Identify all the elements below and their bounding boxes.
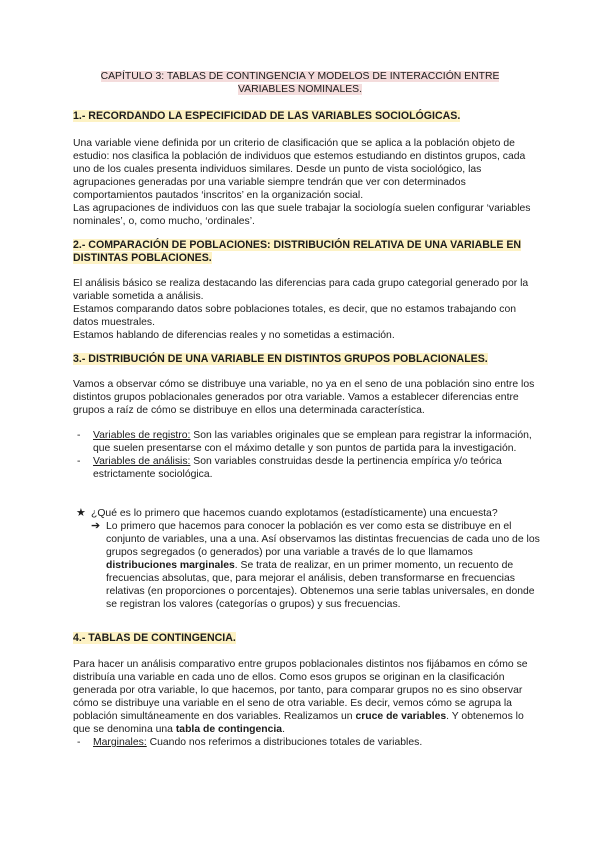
section-1-body — [73, 137, 543, 228]
section-4-heading — [73, 632, 543, 645]
question-text: ¿Qué es lo primero que hacemos cuando explotamos (estadísticamente) una encuesta? — [91, 508, 498, 519]
arrow-right-icon: ➔ — [91, 520, 101, 532]
section-1-paragraph-1: Una variable viene definida por un criterio de clasificación que se aplica a la población objeto de estudio: nos clasifica la población de individuos que estemos estudiando en distintos grupos, cada uno de los cuales presenta individuos similares. Desde un punto de vista sociológico, las agrupaciones generadas por una variable siempre tendrán que ver con determinados comportamientos pautados ‘inscritos’ en la organización social. — [73, 138, 526, 201]
chapter-title-line1: CAPÍTULO 3: TABLAS DE CONTINGENCIA Y MODELOS DE INTERACCIÓN ENTRE — [100, 71, 500, 82]
section-4-bold-2: tabla de contingencia — [175, 724, 283, 735]
section-2-paragraph-2: Estamos comparando datos sobre poblaciones totales, es decir, que no estamos trabajando con datos muestrales. — [73, 304, 517, 328]
section-4-paragraph-1 — [73, 658, 543, 736]
section-4-text-b: . Y obtenemos lo que se denomina una — [73, 711, 524, 735]
section-2-heading — [73, 239, 543, 265]
answer-text-a: Lo primero que hacemos para conocer la población es ver como esta se distribuye en el conjunto de variables, una a una. Así observamos las distintas frecuencias de cada uno de los grupos segregados (o generados) por una variable a través de lo que llamamos — [106, 521, 540, 558]
list-dash: - — [77, 737, 81, 748]
section-1-heading-text: 1.- RECORDANDO LA ESPECIFICIDAD DE LAS VARIABLES SOCIOLÓGICAS. — [73, 110, 461, 122]
list-text: Son variables construidas desde la pertinencia empírica y/o teórica estrictamente sociológica. — [93, 456, 502, 480]
list-item — [73, 736, 543, 749]
section-4-text-c: . — [282, 724, 285, 735]
list-term: Variables de análisis: — [93, 456, 191, 467]
list-term: Variables de registro: — [93, 430, 191, 441]
list-item — [73, 429, 543, 455]
section-3-body — [73, 378, 543, 417]
section-3-heading — [73, 353, 543, 366]
list-dash: - — [77, 456, 81, 467]
chapter-title-line2: VARIABLES NOMINALES. — [238, 84, 362, 95]
section-4-definition-list — [73, 736, 543, 749]
section-3-heading-text: 3.- DISTRIBUCIÓN DE UNA VARIABLE EN DISTINTOS GRUPOS POBLACIONALES. — [73, 353, 488, 365]
section-1-paragraph-2: Las agrupaciones de individuos con las que suele trabajar la sociología suelen configurar ‘variables nominales’, o, como mucho, ‘ordinales’. — [73, 203, 531, 227]
section-2-paragraph-3: Estamos hablando de diferencias reales y no sometidas a estimación. — [73, 330, 395, 341]
section-2-heading-text: 2.- COMPARACIÓN DE POBLACIONES: DISTRIBUCIÓN RELATIVA DE UNA VARIABLE EN DISTINTAS POBLACIONES. — [73, 239, 522, 264]
section-1-heading — [73, 110, 543, 123]
list-item — [73, 455, 543, 481]
star-icon: ★ — [76, 507, 86, 519]
list-term: Marginales: — [93, 737, 147, 748]
section-2-paragraph-1: El análisis básico se realiza destacando las diferencias para cada grupo categorial generado por la variable sometida a análisis. — [73, 278, 529, 302]
question-block — [73, 507, 543, 611]
list-text: Son las variables originales que se emplean para registrar la información, que suelen presentarse con el máximo detalle y son puntos de partida para la investigación. — [93, 430, 532, 454]
section-2-body — [73, 277, 543, 342]
section-4-heading-text: 4.- TABLAS DE CONTINGENCIA. — [73, 632, 236, 644]
section-4-bold-1: cruce de variables — [355, 711, 447, 722]
chapter-title — [60, 70, 540, 96]
list-dash: - — [77, 430, 81, 441]
list-text: Cuando nos referimos a distribuciones totales de variables. — [146, 737, 423, 748]
section-4-body — [73, 658, 543, 736]
section-3-paragraph-1: Vamos a observar cómo se distribuye una variable, no ya en el seno de una población sino entre los distintos grupos poblacionales generados por otra variable. Vamos a establecer diferencias entre grupos a raíz de cómo se distribuye en ellos una determinada característica. — [73, 379, 535, 416]
section-3-definition-list — [73, 429, 543, 481]
answer-bold-term: distribuciones marginales — [106, 560, 235, 571]
answer-text-b: . Se trata de realizar, en un primer momento, un recuento de frecuencias absolutas, que, para mejorar el análisis, deben transformarse en frecuencias relativas (en proporciones o porcentajes). Obtenemos una serie tablas universales, en donde se registran los valores (categorías o grupos) y sus frecuencias. — [106, 560, 535, 610]
section-4-text-a: Para hacer un análisis comparativo entre grupos poblacionales distintos nos fijábamos en cómo se distribuía una variable en cada uno de ellos. Como esos grupos se originan en la clasificación generada por otra variable, lo que hacemos, por tanto, para comparar grupos no es sino observar cómo se distribuye una variable en el seno de otra variable. Es decir, vemos cómo se agrupa la población simultáneamente en dos variables. Realizamos un — [73, 659, 528, 722]
answer-block — [73, 520, 543, 611]
